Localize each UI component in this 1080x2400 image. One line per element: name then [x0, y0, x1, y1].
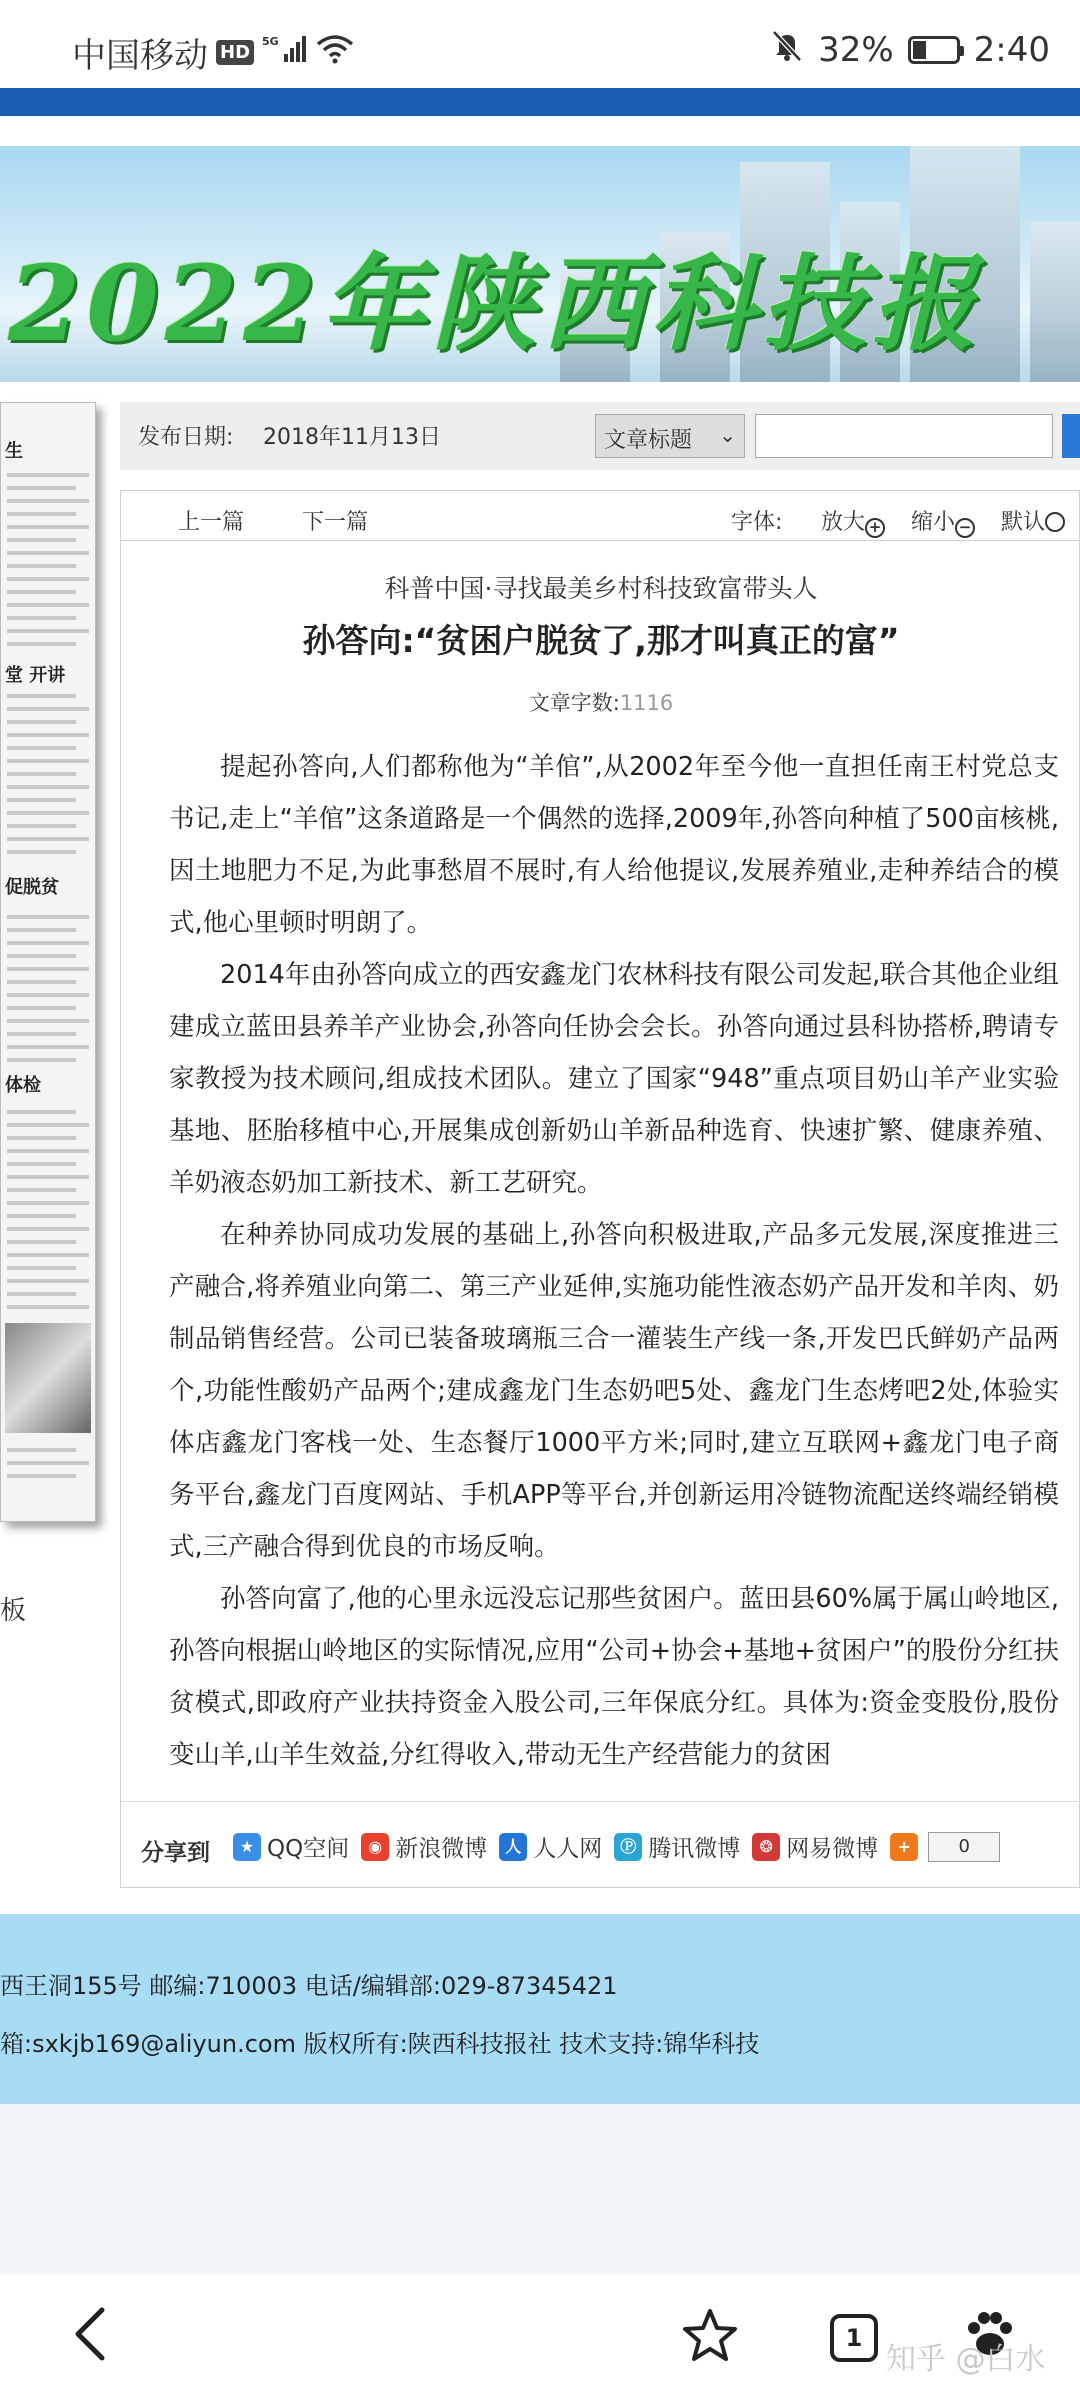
share-sina-weibo[interactable]: 新浪微博 [395, 1836, 488, 1862]
weibo-icon[interactable]: ◉ [361, 1833, 389, 1861]
thumb-text-line [7, 798, 76, 802]
next-article-link[interactable]: 下一篇 [302, 510, 369, 535]
thumb-text-line [7, 915, 89, 919]
newspaper-page-thumbnail[interactable] [0, 402, 96, 1522]
share-netease-weibo[interactable]: 网易微博 [786, 1836, 879, 1862]
battery-icon [908, 36, 960, 64]
thumb-text-line [7, 1266, 76, 1270]
thumb-heading: 促脱贫 [5, 877, 59, 898]
thumb-text-line [7, 1058, 76, 1062]
zoom-out-button[interactable] [911, 505, 975, 538]
thumb-text-line [7, 616, 76, 620]
thumb-text-line [7, 980, 76, 984]
thumb-text-line [7, 1474, 76, 1478]
thumb-text-line [7, 1227, 89, 1231]
search-type-select[interactable] [595, 414, 745, 458]
thumb-text-line [7, 759, 89, 763]
footer-address: 西王洞155号 邮编:710003 电话/编辑部:029-87345421 [0, 1972, 618, 2000]
thumb-heading: 体检 [5, 1075, 41, 1096]
thumb-text-line [7, 785, 89, 789]
share-renren[interactable]: 人人网 [533, 1836, 603, 1862]
site-footer [0, 1914, 1080, 2104]
article-paragraph: 在种养协同成功发展的基础上,孙答向积极进取,产品多元发展,深度推进三产融合,将养殖业向第二、第三产业延伸,实施功能性液态奶产品开发和羊肉、奶制品销售经营。公司已装备玻璃瓶三合一灌装生产线一条,开发巴氏鲜奶产品两个,功能性酸奶产品两个;建成鑫龙门生态奶吧5处、鑫龙门生态烤吧2处,体验实体店鑫龙门客栈一处、生态餐厅1000平方米;同时,建立互联网+鑫龙门电子商务平台,鑫龙门百度网站、手机APP等平台,并创新运用冷链物流配送终端经销模式,三产融合得到优良的市场反响。 [169, 1220, 1059, 1562]
thumb-text-line [7, 1019, 89, 1023]
thumb-text-line [7, 967, 89, 971]
article-paragraph: 孙答向富了,他的心里永远没忘记那些贫困户。蓝田县60%属于属山岭地区,孙答向根据山岭地区的实际情况,应用“公司+协会+基地+贫困户”的股份分红扶贫模式,即政府产业扶持资金入股公司,三年保底分红。具体为:资金变股份,股份变山羊,山羊生效益,分红得收入,带动无生产经营能力的贫困 [169, 1584, 1059, 1770]
thumb-text-line [7, 772, 76, 776]
netease-weibo-icon[interactable]: ❂ [752, 1833, 780, 1861]
date-label: 发布日期: [138, 425, 234, 450]
site-banner [0, 146, 1080, 382]
thumb-text-line [7, 499, 89, 503]
thumb-text-line [7, 538, 76, 542]
prev-article-link[interactable]: 上一篇 [178, 510, 245, 535]
reset-font-button[interactable] [1001, 505, 1065, 536]
hd-badge: HD [216, 40, 254, 65]
article-paragraph: 提起孙答向,人们都称他为“羊倌”,从2002年至今他一直担任南王村党总支书记,走上“羊倌”这条道路是一个偶然的选择,2009年,孙答向种植了500亩核桃,因土地肥力不足,为此事愁眉不展时,有人给他提议,发展养殖业,走种养结合的模式,他心里顿时明朗了。 [169, 752, 1059, 938]
renren-icon[interactable]: 人 [499, 1833, 527, 1861]
browser-bottom-nav [0, 2274, 1080, 2400]
thumb-heading: 生 [5, 441, 23, 462]
article-kicker: 科普中国·寻找最美乡村科技致富带头人 [384, 574, 818, 603]
thumb-text-line [7, 746, 76, 750]
thumb-text-line [7, 642, 76, 646]
footer-copyright: 箱:sxkjb169@aliyun.com 版权所有:陕西科技报社 技术支持:锦华科技 [0, 2030, 760, 2058]
word-count [121, 687, 1080, 717]
thumb-text-line [7, 603, 89, 607]
battery-percent: 32% [818, 29, 894, 70]
thumb-text-line [7, 590, 76, 594]
date-value: 2018年11月13日 [263, 425, 441, 450]
thumb-text-line [7, 1201, 89, 1205]
thumb-text-line [7, 1240, 76, 1244]
thumb-text-line [7, 1032, 76, 1036]
thumb-text-line [7, 1253, 89, 1257]
thumb-photo [5, 1323, 91, 1433]
thumb-text-line [7, 1305, 89, 1309]
thumb-text-line [7, 707, 89, 711]
article-paragraph: 2014年由孙答向成立的西安鑫龙门农林科技有限公司发起,联合其他企业组建成立蓝田县养羊产业协会,孙答向任协会会长。孙答向通过县科协搭桥,聘请专家教授为技术顾问,组成技术团队。建立了国家“948”重点项目奶山羊产业实验基地、胚胎移植中心,开展集成创新奶山羊新品种选育、快速扩繁、健康养殖、羊奶液态奶加工新技术、新工艺研究。 [169, 960, 1059, 1198]
thumb-text-line [7, 954, 76, 958]
chevron-left-icon [64, 2304, 124, 2364]
word-count-value: 1116 [619, 691, 674, 715]
minus-circle-icon: − [955, 518, 975, 538]
thumb-text-line [7, 629, 89, 633]
article-panel [120, 490, 1080, 1888]
banner-title: 2022年陕西科技报 [8, 242, 982, 365]
thumb-text-line [7, 1461, 89, 1465]
thumb-text-line [7, 1292, 76, 1296]
thumb-text-line [7, 577, 89, 581]
thumb-text-line [7, 824, 76, 828]
mute-bell-icon [770, 28, 804, 71]
wifi-icon [316, 33, 354, 73]
network-type: 5G [262, 34, 279, 48]
search-input[interactable] [755, 414, 1053, 458]
thumb-text-line [7, 525, 89, 529]
zoom-in-label: 放大 [821, 510, 866, 535]
thumb-text-line [7, 512, 76, 516]
page-bottom-space [0, 2104, 1080, 2274]
thumb-text-line [7, 1214, 76, 1218]
thumb-text-line [7, 1162, 76, 1166]
qzone-icon[interactable]: ★ [233, 1833, 261, 1861]
thumb-text-line [7, 733, 89, 737]
zoom-out-label: 缩小 [911, 510, 956, 535]
thumb-text-line [7, 720, 76, 724]
thumb-text-line [7, 1188, 76, 1192]
meta-bar [120, 402, 1080, 470]
thumb-text-line [7, 1045, 89, 1049]
thumb-text-line [7, 850, 76, 854]
watermark: 知乎 @白水 [886, 2342, 1046, 2377]
more-share-icon[interactable]: + [890, 1833, 918, 1861]
circle-icon [1045, 512, 1065, 532]
thumb-text-line [7, 551, 89, 555]
share-tencent-weibo[interactable]: 腾讯微博 [648, 1836, 741, 1862]
thumb-text-line [7, 1110, 76, 1114]
article-body [169, 741, 1059, 1781]
thumb-text-line [7, 993, 89, 997]
thumb-text-line [7, 1175, 89, 1179]
article-toolbar [121, 491, 1080, 541]
thumb-text-line [7, 928, 76, 932]
thumb-text-line [7, 1136, 76, 1140]
search-type-value: 文章标题 [604, 428, 693, 453]
chevron-down-icon: ⌄ [719, 423, 736, 447]
share-qzone[interactable]: QQ空间 [267, 1836, 350, 1862]
share-label: 分享到 [141, 1840, 210, 1866]
star-icon [680, 2306, 740, 2366]
thumb-text-line [7, 1123, 89, 1127]
thumb-heading: 堂 开讲 [5, 665, 66, 686]
thumb-caption: 板 [0, 1596, 27, 1626]
signal-icon [262, 33, 308, 73]
article-headline: 孙答向:“贫困户脱贫了,那才叫真正的富” [302, 621, 900, 660]
plus-circle-icon: + [865, 518, 885, 538]
top-nav-strip [0, 88, 1080, 116]
bookmark-button[interactable] [680, 2306, 740, 2366]
share-bar [121, 1801, 1080, 1889]
tabs-button[interactable]: 1 [830, 2314, 878, 2362]
thumb-text-line [7, 1448, 76, 1452]
reset-label: 默认 [1001, 510, 1046, 535]
word-count-label: 文章字数: [528, 691, 620, 715]
share-count: 0 [928, 1832, 1000, 1862]
carrier-label: 中国移动 [72, 36, 208, 76]
tencent-weibo-icon[interactable]: Ⓟ [614, 1833, 642, 1861]
thumb-text-line [7, 1149, 89, 1153]
thumb-text-line [7, 1279, 89, 1283]
thumb-text-line [7, 473, 89, 477]
thumb-text-line [7, 694, 76, 698]
clock: 2:40 [973, 29, 1050, 70]
thumb-text-line [7, 1006, 76, 1010]
thumb-text-line [7, 564, 76, 568]
thumb-text-line [7, 837, 89, 841]
thumb-text-line [7, 941, 89, 945]
thumb-text-line [7, 811, 89, 815]
thumb-text-line [7, 486, 76, 490]
back-button[interactable] [64, 2304, 124, 2364]
search-button[interactable] [1062, 414, 1080, 458]
font-size-label: 字体: [731, 510, 783, 535]
zoom-in-button[interactable] [821, 505, 885, 538]
status-bar [0, 0, 1080, 88]
